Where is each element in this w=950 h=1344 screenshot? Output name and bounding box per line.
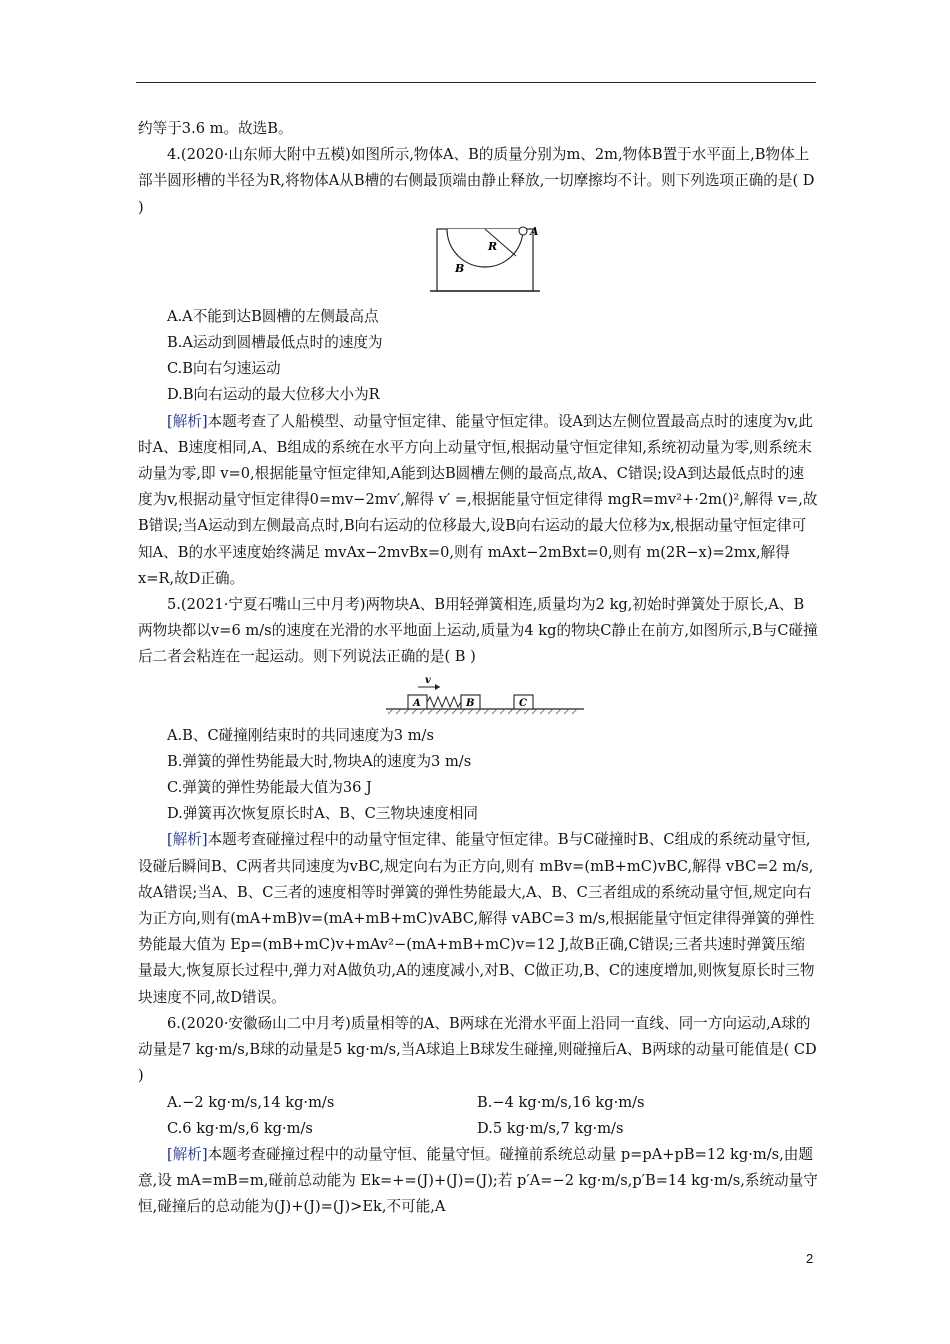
- q5-option-b: B.弹簧的弹性势能最大时,物块A的速度为3 m/s: [167, 752, 472, 770]
- spring: [427, 697, 461, 707]
- analysis-tag: [解析]: [167, 1145, 208, 1163]
- q4-option-c: C.B向右匀速运动: [167, 360, 281, 378]
- q4-option-a: A.A不能到达B圆槽的左侧最高点: [167, 307, 379, 325]
- analysis-tag: [解析]: [167, 412, 208, 430]
- label-a: A: [413, 697, 421, 709]
- q5-analysis: [138, 827, 818, 1010]
- label-b: B: [455, 261, 465, 275]
- q4-stem: 4.(2020·山东师大附中五模)如图所示,物体A、B的质量分别为m、2m,物体B置于水平面上,B物体上部半圆形槽的半径为R,将物体A从B槽的右侧最顶端由静止释放,一切摩擦均不计。则下列选项正确的是( D ): [138, 146, 815, 216]
- q6-analysis-text: 本题考查碰撞过程中的动量守恒、能量守恒。碰撞前系统总动量 p=pA+pB=12 kg·m/s,由题意,设 mA=mB=m,碰前总动能为 Ek=+=(J)+(J)=(J);若 p′A=−2 kg·m/s,p′B=14 kg·m/s,系统动量守恒,碰撞后的总动能为(J)+(J)=(J)>Ek,不可能,A: [138, 1145, 818, 1216]
- q6-stem: 6.(2020·安徽砀山二中月考)质量相等的A、B两球在光滑水平面上沿同一直线、同一方向运动,A球的动量是7 kg·m/s,B球的动量是5 kg·m/s,当A球追上B球发生碰撞,则碰撞后A、B两球的动量可能值是( CD ): [138, 1014, 817, 1085]
- label-a: A: [530, 224, 539, 238]
- label-b: B: [466, 697, 475, 709]
- label-r: R: [488, 239, 498, 253]
- floor-hatching: [388, 709, 577, 714]
- analysis-tag: [解析]: [167, 831, 208, 849]
- q6-option-c: C.6 kg·m/s,6 kg·m/s: [167, 1119, 313, 1137]
- q6-option-b: B.−4 kg·m/s,16 kg·m/s: [477, 1093, 645, 1111]
- lead-text: 约等于3.6 m。故选B。: [138, 120, 293, 137]
- q6-option-a: A.−2 kg·m/s,14 kg·m/s: [167, 1093, 335, 1111]
- q5-option-d: D.弹簧再次恢复原长时A、B、C三物块速度相同: [167, 805, 478, 823]
- label-v: v: [425, 674, 431, 686]
- q6-option-d: D.5 kg·m/s,7 kg·m/s: [477, 1119, 624, 1137]
- q5-stem: 5.(2021·宁夏石嘴山三中月考)两物块A、B用轻弹簧相连,质量均为2 kg,初始时弹簧处于原长,A、B两物块都以v=6 m/s的速度在光滑的水平地面上运动,质量为4 kg的物块C静止在前方,如图所示,B与C碰撞后二者会粘连在一起运动。则下列说法正确的是( B ): [138, 596, 818, 666]
- q6-options-row-2: [138, 1116, 818, 1142]
- q4-figure: [138, 223, 818, 298]
- q5-figure: [138, 675, 818, 715]
- label-c: C: [519, 697, 527, 709]
- document-body: [138, 116, 818, 1221]
- q4-option-b: B.A运动到圆槽最低点时的速度为: [167, 334, 383, 352]
- header-rule: [136, 82, 816, 83]
- q4-analysis-text: 本题考查了人船模型、动量守恒定律、能量守恒定律。设A到达左侧位置最高点时的速度为v,此时A、B速度相同,A、B组成的系统在水平方向上动量守恒,根据动量守恒定律知,系统初动量为零,则系统末动量为零,即 v=0,根据能量守恒定律知,A能到达B圆槽左侧的最高点,故A、C错误;设A到达最低点时的速度为v,根据动量守恒定律得0=mv−2mv′,解得 v′ =,根据能量守恒定律得 mgR=mv²+·2m()²,解得 v=,故B错误;当A运动到左侧最高点时,B向右运动的位移最大,设B向右运动的最大位移为x,根据动量守恒定律可知A、B的水平速度始终满足 mvAx−2mvBx=0,则有 mAxt−2mBxt=0,则有 m(2R−x)=2mx,解得 x=R,故D正确。: [138, 412, 818, 587]
- q5-analysis-text: 本题考查碰撞过程中的动量守恒定律、能量守恒定律。B与C碰撞时B、C组成的系统动量守恒,设碰后瞬间B、C两者共同速度为vBC,规定向右为正方向,则有 mBv=(mB+mC)vBC,解得 vBC=2 m/s,故A错误;当A、B、C三者的速度相等时弹簧的弹性势能最大,A、B、C三者组成的系统动量守恒,规定向右为正方向,则有(mA+mB)v=(mA+mB+mC)vABC,解得 vABC=3 m/s,根据能量守恒定律得弹簧的弹性势能最大值为 Ep=(mB+mC)v+mAv²−(mA+mB+mC)v=12 J,故B正确,C错误;三者共速时弹簧压缩量最大,恢复原长过程中,弹力对A做负功,A的速度减小,对B、C做正功,B、C的速度增加,则恢复原长时三物块速度不同,故D错误。: [138, 831, 815, 1006]
- q5-option-c: C.弹簧的弹性势能最大值为36 J: [167, 779, 372, 797]
- q4-analysis: [138, 409, 818, 592]
- q5-option-a: A.B、C碰撞刚结束时的共同速度为3 m/s: [167, 726, 434, 744]
- q6-analysis: [138, 1142, 818, 1221]
- q4-option-d: D.B向右运动的最大位移大小为R: [167, 386, 380, 404]
- velocity-arrowhead: [435, 684, 440, 690]
- page-number: 2: [806, 1251, 814, 1266]
- ball-a: [519, 227, 527, 235]
- q6-options-row-1: [138, 1090, 818, 1116]
